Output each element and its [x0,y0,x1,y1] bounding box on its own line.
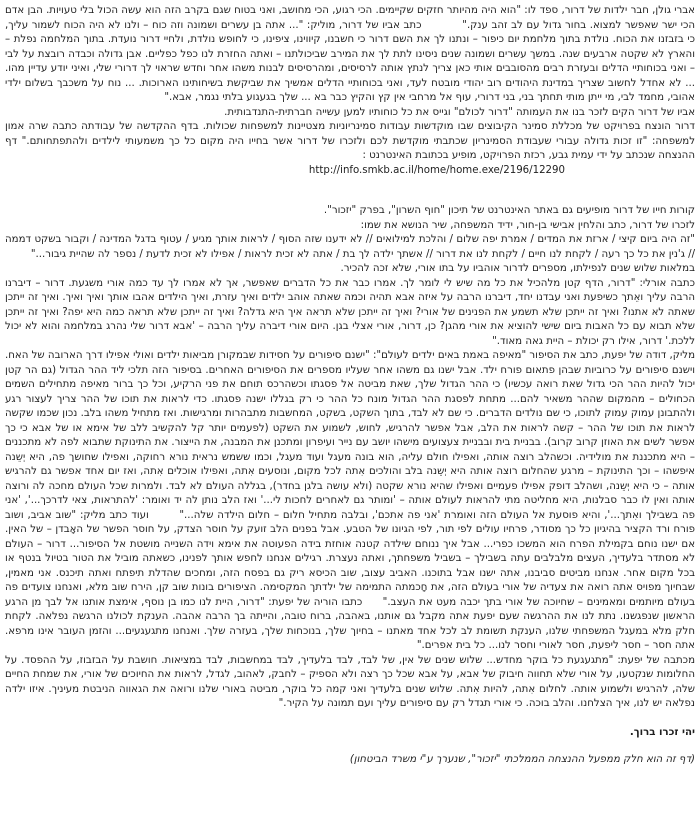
paragraph-website-mention: קורות חייו של דרור מופיעים גם באתר האינטרנט של תיכון "חוף השרון", בפרק "יזכור". [323,205,695,216]
closing-blessing: יהי זכרו ברוך. [629,726,695,738]
footer-ministry-note: (דף זה הוא חלק ממפעל ההנצחה הממלכתי "יזכור", שנערך ע"י משרד הביטחון) [349,754,695,765]
paragraph-yifat-letter: מכתבה של יפעת: "מתגעגעת כל בוקר מחדש... שלוש שנים של אין, של לבד, לבד בלעדיך, לבד במחשבות, לבד במציאות. חושבת על הבזבוז, על ההפסד. על החלומות שנקטעו, על אורי שלא תחווה חיבוק של אבא, על אבא שכל כך רצה ולא הספיק – לחבק, לאהוב, לגדל, לראות את החיוכים של אורי, את שמחת החיים שלה, להרגיש ולשמוע אותה. לחלום אִתה, להיות אִתה. שלוש שנים בלעדיך ואני קמה כל בוקר, מביטה באורי שלנו ורואה את הגאווה הניבטת מעיניך. איזו ילדה נפלאה יש לנו, איך הצלחנו. והלב בוכה. כי אורי תגדל רק עם סיפורים עליך ועם תמונה על הקיר." [5,654,695,709]
blank-line-spacer [5,178,695,204]
paragraph-association: אביו של דרור הקים לזכר בנו את העמותה "דרור לכולם" וגייס את כל כוחותיו למען עשייה חברתית-התנדבותית. [224,106,695,118]
paragraph-seminar-dedication: דרור הונצח בפרויקט של מכללת סמינר הקיבוצים שבו מוקדשות עבודות סמינריוניות מצטיינות למשפחות שכולות. בדף ההקדשה של עבודתה כתבה שרה אמון למשפחה: "זו זכות גדולה עבורי שעבודת הסמינריון שכתבתי מוקדשת לכם ולזכרו של דרור אשר בחייו היה מקום כל כך משמעותי לילדים ולהתפתחותם." דף ההנצחה שנכתב על ידי עמית גבע, רכזת הפרויקט, מופיע בכתובת האינטרנט : [5,121,695,161]
paragraph-three-years-intro: במלאות שלוש שנים לנפילתו, מספרים לדרור אוהביו על בתו אורי, שלא זכה להכיר. [340,263,695,274]
memorial-url-text: http://info.smkb.ac.il/home/home.exe/2196/12290 [308,164,565,176]
paragraph-eulogy-friend-and-father: אברי גולן, חבר ילדות של דרור, ספד לו: "הוא היה מהיותר חזקים שקיימים. הכי רגוע, הכי מחושב, ואני בטוח שגם בקרב הזה הוא עשה הכול בלי טעויות. הבן אדם הכי ישר שאפשר למצוא. בחור גדול עם לב זהב ענק." כתב אביו של דרור, מוליק: "... אתה בן עשרים ושמונה וזה כוח – ולנו לא היה הכוח לשמור עליך, כי בזבזנו את הכוח. נולדת בתוך מלחמת יום כיפור – ונתנו לך את השם דרור כי חשבנו, קיווינו, ציפינו, כי לחופש נולדת, ולחיי דרור נועדת. בתוך המלחמה נפלת – והארץ לא שקטה ארבעים שנה. במשך עשרים ושמונה שנים ניסינו לתת לך את המירב שביכולתנו – ואתה החזרת לנו כפל כפליים. אבן גדולה וכבדה רובצת על לבי – ואני בכוחותיי הדלים ובעזרת רבים מהסובבים אותי כאן צריך לנתץ אותה לרסיסים, ומהרסיסים לבנות משהו אחר וחדש שראוי לך דרורי שלי, ואיני יודע עדיין מהו. ... לא אחדל לחשוב שצריך במדינת היהודים רוב יהודי מובטח לעד, ואני בכוחותיי הדלים אמשיך את שביקשת בשיחותינו הארוכות. ... נוח על משכבך בשלום ילדי אהובי, מחמד לבי, מי ייתן מותי תחתך בני, בני דרורי, עוף אל מרחבי אין קץ והקיץ כבר בא ... שלך בגעגוע בלתי נגמר, אבא." [5,5,695,103]
paragraph-song-lyrics: "זה היה ביום קיצי / ארזת את המדים / אמרת יפה שלום / והלכת למילואים // לא ידענו שזה הסוף / לראות אותך מגיע / עטוף בדגל המדינה / וקבור בשקט דממה // ג'נין את כל כך רעה / לקחת לנו חיים / לקחת לנו את דרור // אשתך ילדה לך בת / אתה לא זכית לראות / אפילו לא זכית לדעת / נספר לה שהיית גיבור..." [5,234,695,260]
paragraph-song-intro: לזכרו של דרור, כתב והלחין אבישי בן-חור, ידיד המשפחה, שיר הנושא את שמו: [360,219,695,231]
paragraph-orly-letter: כתבה אורלי: "דרור, הדף קטן מלהכיל את כל מה שיש לי לומר לך. אמרו כבר את כל הדברים שאפשר, אך לא אמרו לך עד כמה אורי משגעת. דרור – דיברנו הרבה עליך ואֵתך כשיפעת ואני עבדנו יחד, דיברנו הרבה על איזה אבא תהיה וכמה שאתה אוהב ילדים ואיך עזרת, ואיך הילדים אהבו אותך ואיך ואיך. ואיך זה ייתכן שאתה לא אתנו? ואיך זה ייתכן שלא תשמע את הפנינים של אורי? ואיך זה ייתכן שלא תראה איך היא גדלה? ואיך זה ייתכן שלא תראה כמה היא יפה? ואיך זה ייתכן שלא תבוא עם כל האבות ביום שישי להוציא את אורי מהגן? כן, דרור, אורי אצלי בגן. היום אורי דיברה עליך הרבה – 'אבא דרור שלי נהרג במלחמה והוא לא יכול ללכת.' דרור, אילו רק יכולת – היית גאה מאוד." [5,277,695,347]
paragraph-malik-story-and-parents-letter: מליק, דודה של יפעת, כתב את הסיפור "מאיפה באמת באים ילדים לעולם": "ישנם סיפורים על חסידות שבמקורן מביאות ילדים ואולי אפילו דרך הארובה של האח. וישנם סיפורים על כרוביות שבהן פתאום פורח ילד. אבל ישנו גם משהו אחר שעליו מספרים את הסיפורים האחרים. בסיפור הזה תלכי ליד ההר הגדול (גם הר קטן יכול להיות ההר הכי גדול שאת רואה עכשיו) כי ההר הגדול שלך, שאת מביטה אל פסגתו וכשהרכס תוחם את פני הרקיע, וכל כך ברור מאיפה מתחילים השמים הכחולים – מהמקום שההר משאיר להם... מתחת לפסגת ההר הגדול מונח כל ההר כי רק בגללו ישנה פסגתו. כדי לראות את תוכו של ההר צריך לעצור רגע ולהתבונן עמוק עמוק לתוכו, כי שם נולדים הדברים. כי שם לא לבד, בתוך השקט, בשקט, המחשבות מתבהרות ומרגישות. ואז מתחיל משהו בלב. נכון שכמו שקשה לראות את תוכו של ההר – קשה לראות את הלב, אבל אפשר להרגיש, לחוש, לשמוע את השקט (לפעמים יותר קל להקשיב ללב של אימא או של אבא כי כך אפשר לשים את האוזן קרוב קרוב). בבניית בית ובבניית צעצועים מישהו יושב עם נייר ועיפרון ומתכנן את המבנה, את הייצור. את התינוקת שתבוא לפה לא מתכננים – היא מתכננת את מולידיה. וכשהלב רוצה אותה, ואפילו חולם עליה, הוא בונה מעגל ועוד מעגל, וכמו ששמש נראית נורא רחוקה, ואפילו שחושך פה, היא יְשֵנה איפשהו – וכך התינוקת – מרגע שהחלום רוצה אותה היא יְשֵנה בלב והולכים אִתה לכל מקום, ונוסעים אִתה, ואפילו אוכלים אִתה, ואז יום אחד אפשר גם להרגיש אותה – כי היא יְשֵנה, ושהלב דופק אפילו פעמיים ואפילו שהיא נורא שקטה (ולא עושה בלגן בחדר), בגללה העולם לא לבד. ולמרות שכל העולם מחכה לה ורוצה אותה ואין לו כבר סבלנות, היא מחליטה מתי להראות לעולם אותה – 'ומותר גם לאחרים לחכות לי...' ואז הלב נותן לה יד ואומר: 'להתראות, צאי לדרכך...', 'אני פה בשבילך ואִתך...', והיא פוסעת אל העולם הזה ואומרת 'אני פה אתכם', ובלבה מתחיל חלום – חלום הילדה שלה..." ועוד כתב מליק: "שוב אביב, ושוב פורח ורד הקציר בהיגיון כל כך מסודר, פרחיו עולים לפי תור, לפי הגיונו של הטבע. אבל בפנים הלב זועק על חוסר הצדק, על חוסר הפשר של האָבדן – של האין. אם ישנו נוחם בקמילת הפרח הוא המשכו כפרי... אבל איך ננוחם שילדה קטנה אוחזת בידה הפעוטה את אימא וידה השנייה מושטת אל הסיפור... דרור – העולם לא מסתדר בלעדיך, העצים מלבלבים עתה בשבילך – בשביל משפחתך, ואתה נעצרת. רגילים אנחנו לחפש אותך לפנינו, כשאתה מוביל את הטור בטיול בנטף או בכל מקום אחר. אנחנו מביטים סביבנו, אתה ישנו אבל בתוכנו. האביב עצוב, שוב הכיסא ריק גם בפסח הזה, ומחכים שהדלת תיפתח ואתה תיכנס. אני מאמין, שבחיוך מפויס אתה רואה את צעדיה של אורי בעולם הזה, את חָכמתה התמימה של ילדתך המקסימה. הציפורים בונות שוב קן, הירח שוב מלא, ואנחנו צועדים פה בעולם מיותמים ומאמינים – שחיוכה של אורי בתך יכבה מעט את העצב." כתבו הוריה של יפעת: "דרור, היית לנו כמו בן נוסף, אימצת אותנו אל לבך מן הרגע הראשון שנפגשנו. נתת לנו את ההרגשה שעם יפעת אתה מקבל גם אותנו, באהבה, ברוח טובה, והייתה בך הרבה אהבה. הענקת לכולנו הרגשה נפלאה. לקחת חלק מלא במעגל המשפחתי שלנו, הענקת תשומת לב לכל אחד מאתנו – בחיוך שלך, בנוכחות שלך, בעזרה שלך. ואנחנו מתגעגעים... והזמן העובר אינו מרפא. אתה חסר – חסר ליפעת, חסר לאורי וחסר לנו... כל בית אפרים." [5,350,695,651]
